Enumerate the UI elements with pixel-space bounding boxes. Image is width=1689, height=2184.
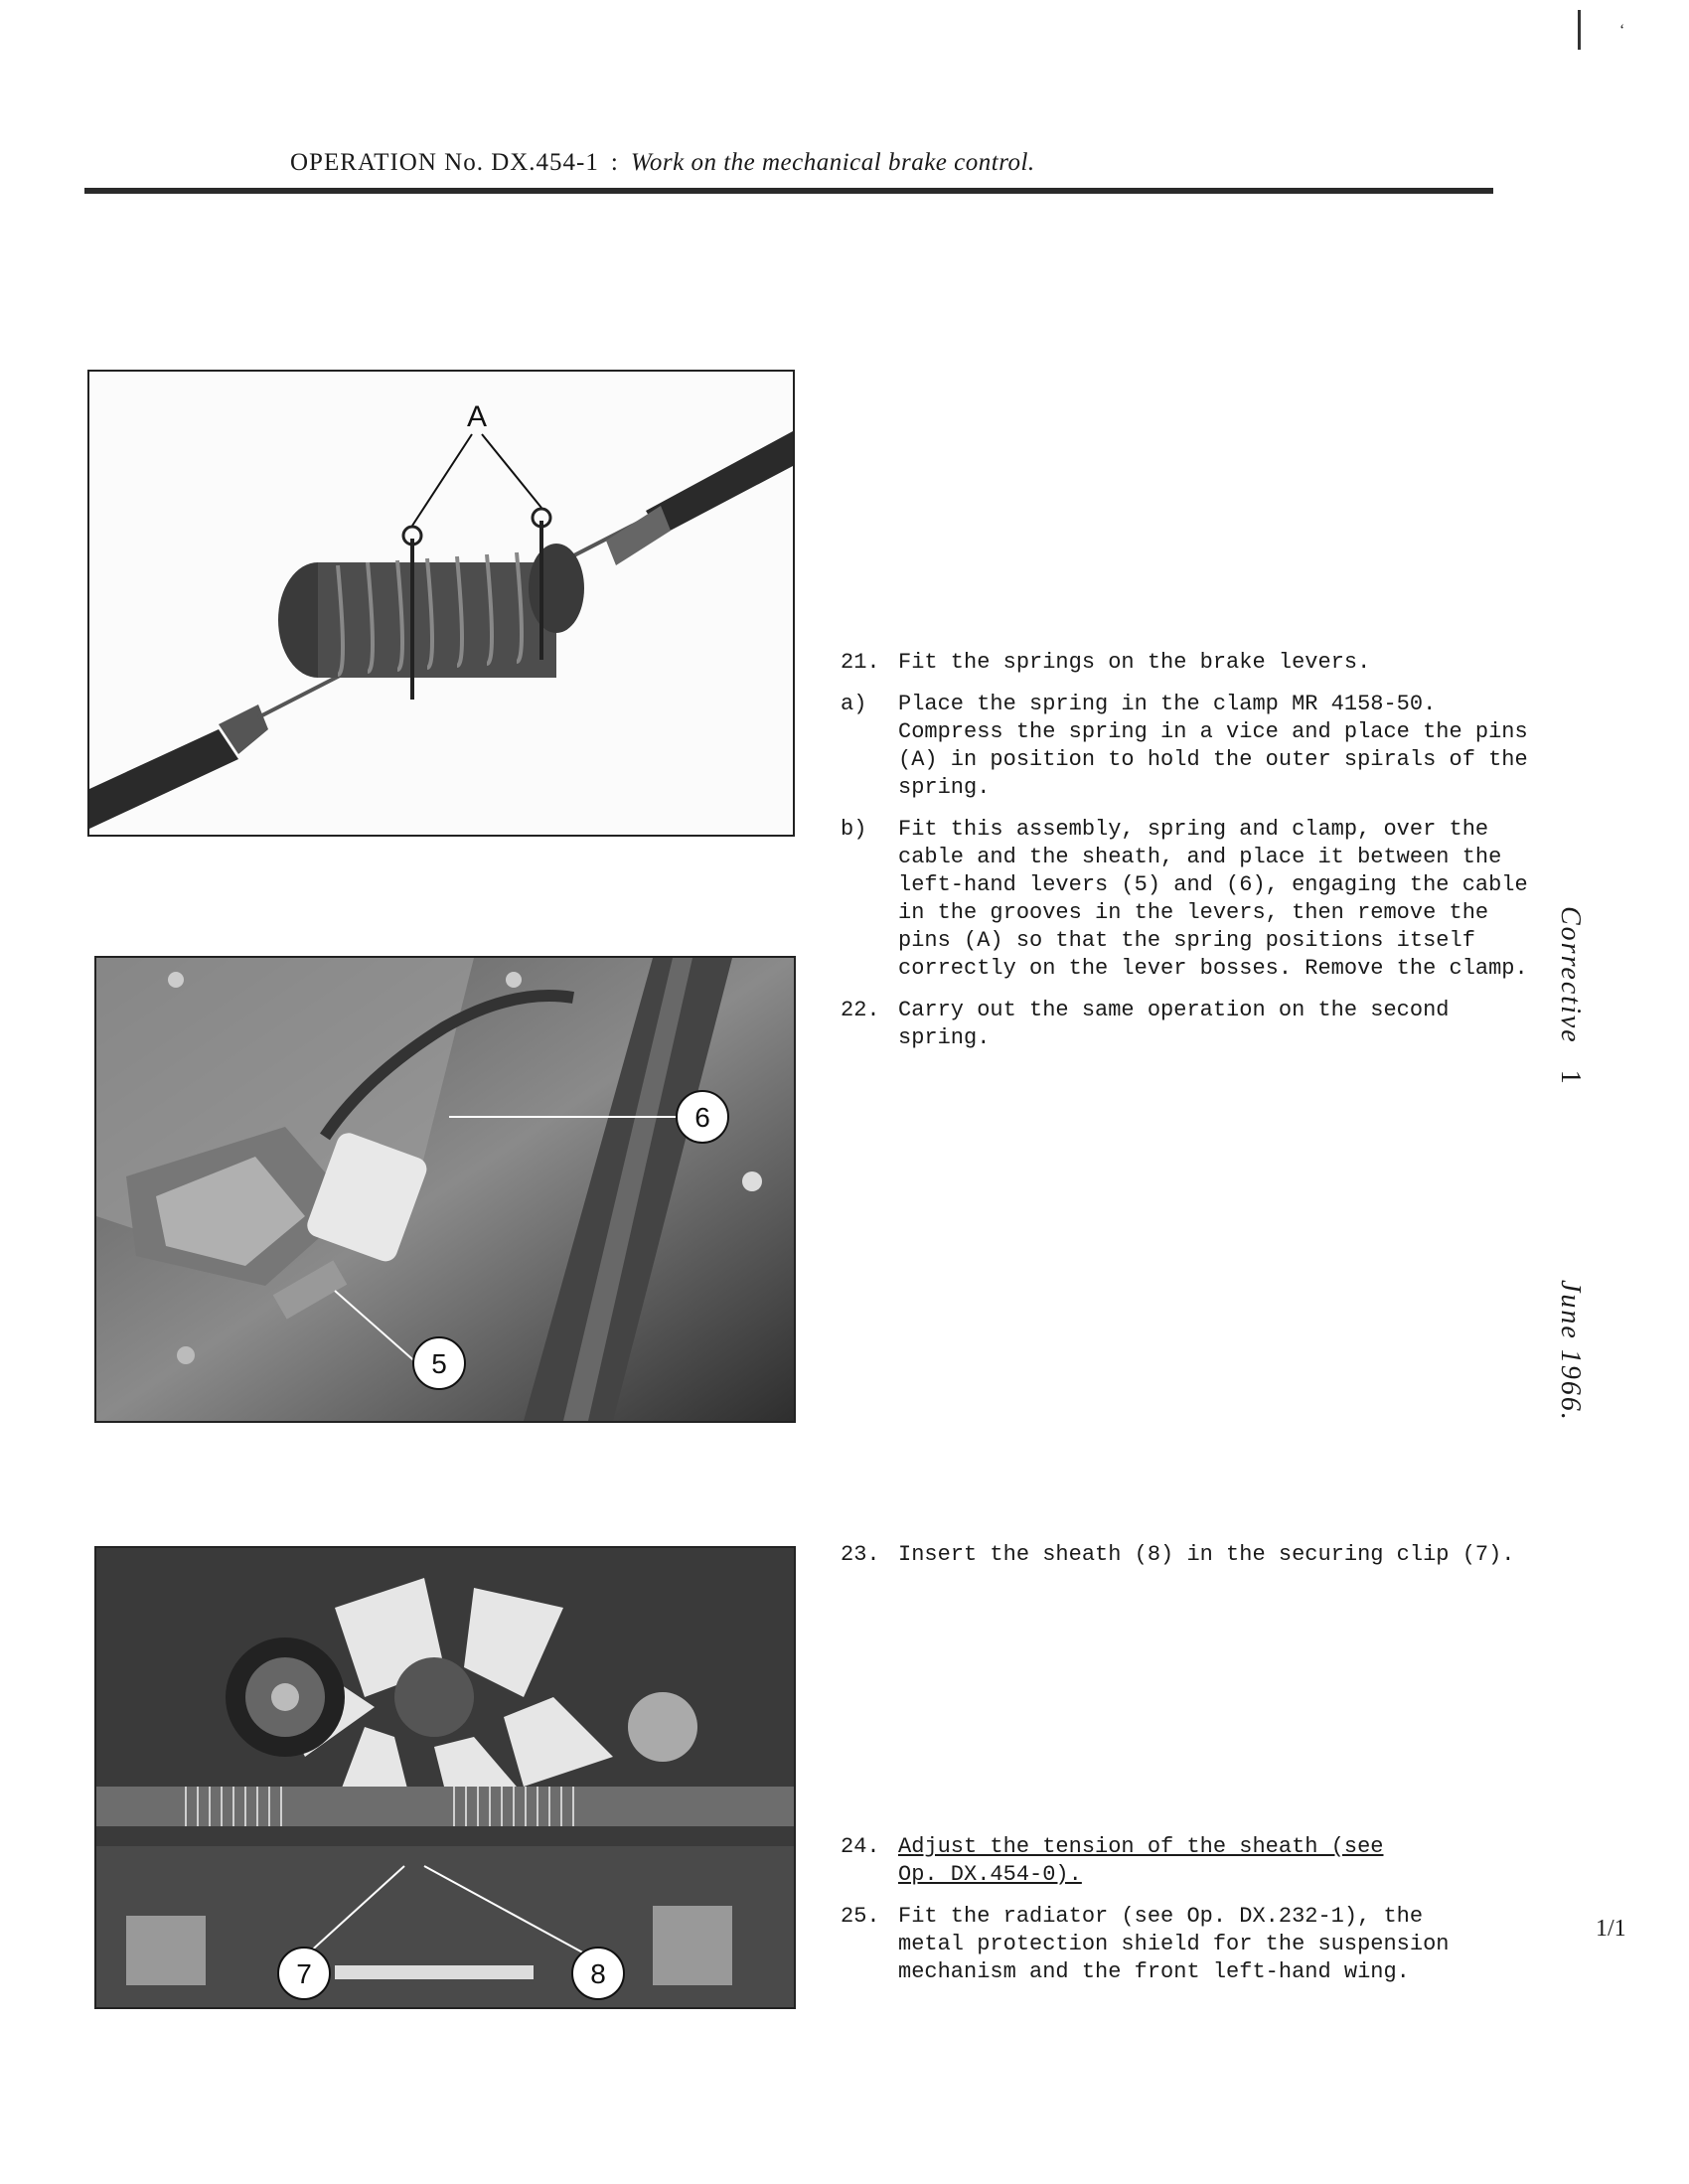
- spring-clamp-illustration: [89, 372, 793, 835]
- header-rule: [84, 188, 1493, 194]
- side-section-label: [1554, 906, 1586, 1086]
- step-21a: [841, 691, 1544, 802]
- bolt-head: [742, 1171, 762, 1191]
- side-date: June 1966.: [1555, 1280, 1586, 1422]
- callout-6: 6: [694, 1102, 710, 1133]
- operation-title: Work on the mechanical brake control.: [630, 149, 1035, 176]
- sheath-clip-photo: [96, 1548, 794, 2007]
- step-number: a): [841, 692, 867, 716]
- step-25: [841, 1903, 1455, 1986]
- step-number: 24.: [841, 1834, 880, 1859]
- figure-sheath-clip: [94, 1546, 796, 2009]
- page-number: 1/1: [1596, 1916, 1626, 1942]
- step-21: [841, 649, 1544, 677]
- steering-rack: [96, 1787, 794, 1826]
- bracket-left: [126, 1916, 206, 1985]
- figure-brake-levers: [94, 956, 796, 1423]
- sheath-bar: [335, 1965, 534, 1979]
- callout-8: 8: [590, 1958, 606, 1989]
- figure-spring-clamp: [87, 370, 795, 837]
- steps-group-3: [841, 1833, 1455, 2000]
- spring-coils: [278, 544, 584, 678]
- callout-7: 7: [296, 1958, 312, 1989]
- idler: [628, 1692, 697, 1762]
- callout-5: 5: [431, 1348, 447, 1379]
- section-name: Corrective: [1555, 906, 1586, 1044]
- step-22: [841, 997, 1544, 1052]
- step-number: 23.: [841, 1542, 880, 1567]
- brake-levers-photo: [96, 958, 794, 1421]
- step-number: 22.: [841, 998, 880, 1022]
- step-24: [841, 1833, 1455, 1889]
- edition-number: 1: [1555, 1069, 1586, 1086]
- step-text: Carry out the same operation on the second spring.: [898, 998, 1450, 1050]
- step-number: b): [841, 817, 867, 842]
- step-text: Place the spring in the clamp MR 4158-50. Compress the spring in a vice and place the pins (A) in position to hold the outer spirals of the spring.: [898, 692, 1528, 800]
- label-a: A: [466, 400, 488, 433]
- step-text: Fit the springs on the brake levers.: [898, 650, 1371, 675]
- page-header: [290, 149, 1035, 177]
- step-text: Fit the radiator (see Op. DX.232-1), the metal protection shield for the suspension mechanism and the front left-hand wing.: [898, 1904, 1450, 1984]
- scan-dot: ‘: [1619, 22, 1625, 39]
- step-number: 21.: [841, 650, 880, 675]
- step-number: 25.: [841, 1904, 880, 1929]
- bolt-head: [506, 972, 522, 988]
- bolt-head: [177, 1346, 195, 1364]
- pulley-center: [271, 1683, 299, 1711]
- bolt-head: [168, 972, 184, 988]
- header-separator: :: [610, 149, 619, 176]
- step-21b: [841, 816, 1544, 983]
- scan-mark: [1578, 10, 1581, 50]
- bracket-right: [653, 1906, 732, 1985]
- operation-number: OPERATION No. DX.454-1: [290, 149, 599, 176]
- step-text: Adjust the tension of the sheath (see Op. DX.454-0).: [898, 1834, 1384, 1887]
- step-text: Fit this assembly, spring and clamp, over the cable and the sheath, and place it between the left-hand levers (5) and (6), engaging the cable in the grooves in the levers, then remove the pins (A) so that the spring positions itself correctly on the lever bosses. Remove the clamp.: [898, 817, 1528, 981]
- step-text: Insert the sheath (8) in the securing clip (7).: [898, 1542, 1515, 1567]
- steps-group-1: [841, 649, 1544, 1066]
- steps-group-2: [841, 1541, 1544, 1583]
- step-23: [841, 1541, 1544, 1569]
